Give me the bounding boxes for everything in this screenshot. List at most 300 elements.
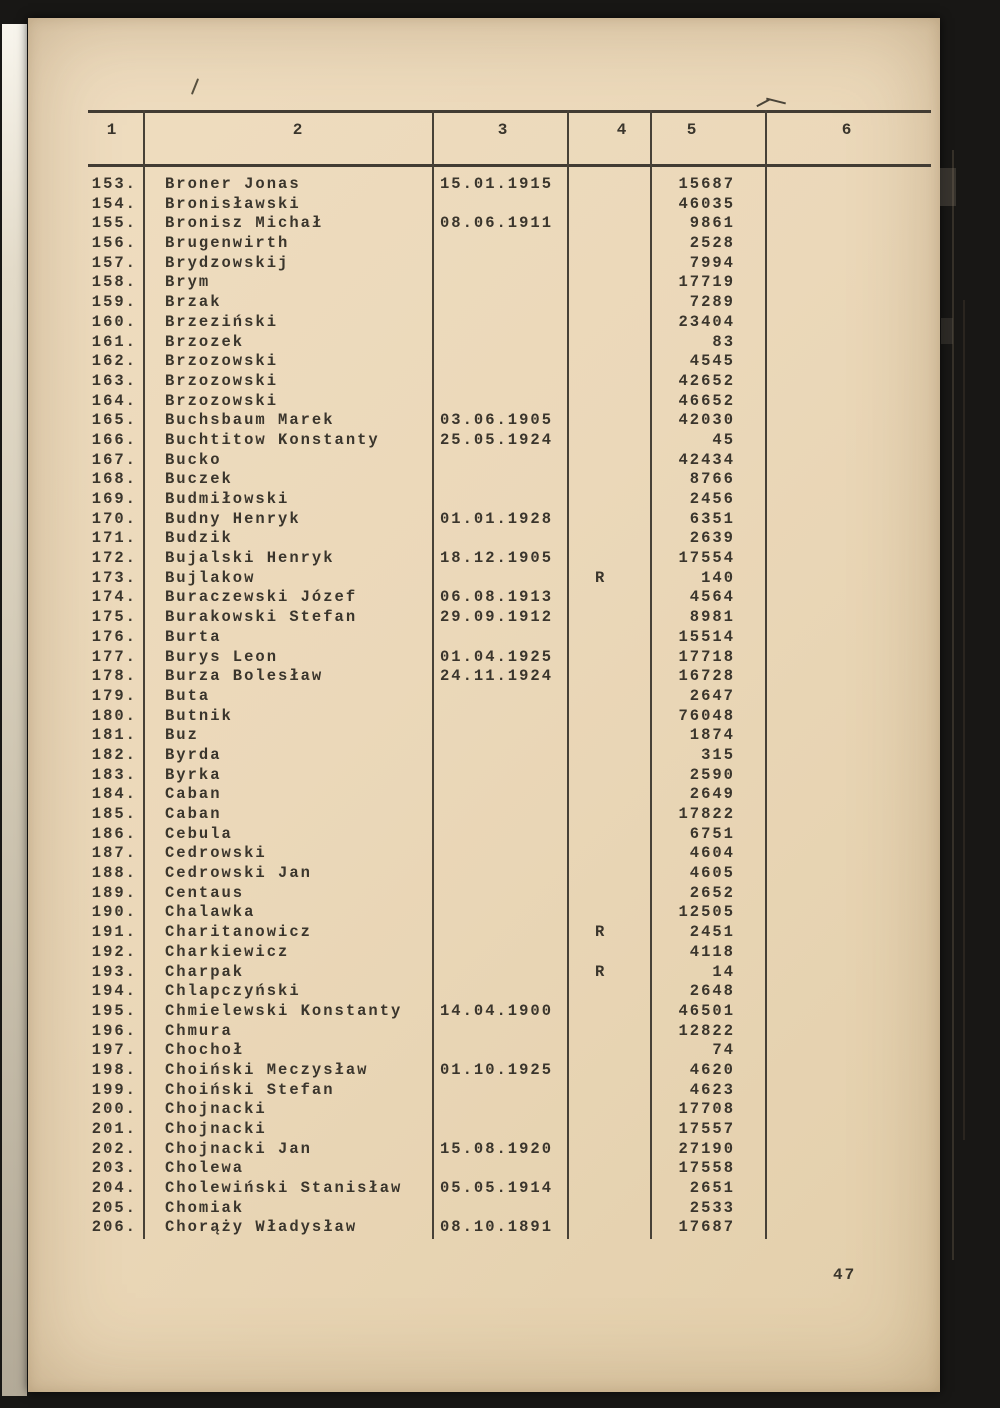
table-row (88, 372, 930, 392)
name-cell: Buchtitow Konstanty (165, 430, 380, 449)
empty-cell (765, 844, 930, 864)
table-body (88, 175, 930, 1238)
column-header-4: 4 (616, 121, 629, 139)
table-header-rule (88, 164, 931, 167)
birthdate-cell (432, 273, 567, 293)
name-cell: Cedrowski (165, 844, 267, 863)
row-number-cell: 166. (91, 430, 137, 449)
birthdate-cell (432, 1041, 567, 1061)
row-number-cell: 173. (91, 568, 137, 587)
column-header-1: 1 (106, 121, 119, 139)
empty-cell (765, 1100, 930, 1120)
id-number-cell: 8981 (689, 608, 735, 627)
name-cell: Broner Jonas (165, 175, 301, 193)
mark-cell (567, 785, 650, 805)
id-number-cell: 2528 (689, 234, 735, 253)
row-number-cell: 199. (91, 1080, 137, 1099)
birthdate-cell (432, 746, 567, 766)
birthdate-cell (432, 372, 567, 392)
row-number-cell: 193. (91, 962, 137, 981)
row-number-cell: 186. (91, 824, 137, 843)
stray-pen-mark (191, 78, 199, 95)
name-cell: Budzik (165, 529, 233, 548)
table-row (88, 392, 930, 412)
empty-cell (765, 569, 930, 589)
empty-cell (765, 352, 930, 372)
mark-cell (567, 707, 650, 727)
name-cell: Centaus (165, 883, 245, 902)
table-row (88, 273, 930, 293)
mark-cell (567, 214, 650, 234)
empty-cell (765, 1120, 930, 1140)
empty-cell (765, 529, 930, 549)
empty-cell (765, 1179, 930, 1199)
empty-cell (765, 273, 930, 293)
mark-cell (567, 1002, 650, 1022)
name-cell: Chojnacki (165, 1100, 267, 1119)
row-number-cell: 194. (91, 982, 137, 1001)
birthdate-cell (432, 628, 567, 648)
table-row (88, 411, 930, 431)
mark-cell (567, 549, 650, 569)
empty-cell (765, 707, 930, 727)
row-number-cell: 168. (91, 470, 137, 489)
name-cell: Cedrowski Jan (165, 864, 312, 883)
mark-cell: R (595, 568, 607, 587)
row-number-cell: 167. (91, 450, 137, 469)
birthdate-cell (432, 1081, 567, 1101)
mark-cell (567, 1022, 650, 1042)
table-row (88, 293, 930, 313)
row-number-cell: 205. (91, 1198, 137, 1217)
table-row (88, 1100, 930, 1120)
table-row (88, 175, 930, 195)
mark-cell (567, 1218, 650, 1238)
birthdate-cell (432, 884, 567, 904)
id-number-cell: 8766 (689, 470, 735, 489)
empty-cell (765, 785, 930, 805)
name-cell: Chochoł (165, 1041, 245, 1060)
table-row (88, 608, 930, 628)
empty-cell (765, 687, 930, 707)
table-row (88, 214, 930, 234)
column-header-3: 3 (497, 121, 510, 139)
empty-cell (765, 825, 930, 845)
name-cell: Brzozowski (165, 371, 279, 390)
mark-cell (567, 234, 650, 254)
row-number-cell: 201. (91, 1120, 137, 1138)
name-cell: Brzeziński (165, 312, 279, 331)
table-row (88, 766, 930, 786)
row-number-cell: 191. (91, 923, 137, 942)
id-number-cell: 17687 (678, 1218, 735, 1237)
mark-cell (567, 805, 650, 825)
table-row (88, 825, 930, 845)
name-cell: Burza Bolesław (165, 667, 324, 686)
empty-cell (765, 372, 930, 392)
mark-cell (567, 1100, 650, 1120)
id-number-cell: 12505 (678, 903, 735, 922)
mark-cell: R (595, 923, 607, 942)
name-cell: Brzozowski (165, 352, 279, 371)
mark-cell (567, 1140, 650, 1160)
row-number-cell: 177. (91, 647, 137, 666)
row-number-cell: 203. (91, 1159, 137, 1178)
table-row (88, 648, 930, 668)
name-cell: Brydzowskij (165, 253, 290, 272)
row-number-cell: 181. (91, 726, 137, 745)
name-cell: Brugenwirth (165, 234, 290, 253)
birthdate-cell: 01.10.1925 (440, 1060, 554, 1079)
empty-cell (765, 431, 930, 451)
birthdate-cell (432, 726, 567, 746)
row-number-cell: 171. (91, 529, 137, 548)
empty-cell (765, 313, 930, 333)
row-number-cell: 185. (91, 805, 137, 823)
mark-cell (567, 490, 650, 510)
table-header-row (88, 121, 930, 139)
table-row (88, 864, 930, 884)
empty-cell (765, 549, 930, 569)
row-number-cell: 162. (91, 352, 137, 371)
table-row (88, 963, 930, 983)
mark-cell (567, 648, 650, 668)
id-number-cell: 2456 (689, 490, 735, 508)
table-row (88, 1159, 930, 1179)
mark-cell (567, 372, 650, 392)
birthdate-cell (432, 943, 567, 963)
name-cell: Bronisz Michał (165, 214, 324, 233)
birthdate-cell (432, 963, 567, 983)
id-number-cell: 17708 (678, 1100, 735, 1119)
row-number-cell: 196. (91, 1021, 137, 1040)
row-number-cell: 175. (91, 608, 137, 627)
mark-cell (567, 1199, 650, 1219)
name-cell: Byrka (165, 765, 222, 784)
id-number-cell: 17822 (678, 805, 735, 823)
book-left-page-edge (2, 24, 27, 1396)
mark-cell (567, 667, 650, 687)
row-number-cell: 183. (91, 765, 137, 784)
birthdate-cell: 14.04.1900 (440, 1001, 554, 1020)
birthdate-cell: 01.04.1925 (440, 647, 554, 666)
name-cell: Chomiak (165, 1198, 245, 1217)
mark-cell (567, 588, 650, 608)
row-number-cell: 182. (91, 745, 137, 764)
empty-cell (765, 470, 930, 490)
mark-cell (567, 313, 650, 333)
id-number-cell: 17558 (678, 1159, 735, 1178)
id-number-cell: 12822 (678, 1021, 735, 1040)
page-edge-highlight (940, 168, 956, 206)
id-number-cell: 9861 (689, 214, 735, 233)
name-cell: Byrda (165, 745, 222, 764)
table-row (88, 352, 930, 372)
birthdate-cell: 18.12.1905 (440, 549, 554, 568)
id-number-cell: 46035 (678, 194, 735, 213)
id-number-cell: 2451 (689, 923, 735, 942)
empty-cell (765, 490, 930, 510)
id-number-cell: 27190 (678, 1139, 735, 1158)
table-row (88, 1120, 930, 1140)
name-cell: Charpak (165, 962, 245, 981)
id-number-cell: 4620 (689, 1060, 735, 1079)
empty-cell (765, 1061, 930, 1081)
empty-cell (765, 805, 930, 825)
birthdate-cell (432, 923, 567, 943)
birthdate-cell (432, 825, 567, 845)
row-number-cell: 190. (91, 903, 137, 922)
birthdate-cell: 08.10.1891 (440, 1218, 554, 1237)
table-row (88, 470, 930, 490)
row-number-cell: 172. (91, 549, 137, 568)
birthdate-cell: 05.05.1914 (440, 1179, 554, 1198)
mark-cell (567, 864, 650, 884)
mark-cell (567, 628, 650, 648)
table-top-rule (88, 110, 931, 113)
row-number-cell: 169. (91, 490, 137, 508)
table-row (88, 333, 930, 353)
birthdate-cell (432, 805, 567, 825)
document-page (28, 18, 940, 1392)
name-cell: Brzozek (165, 332, 245, 351)
empty-cell (765, 726, 930, 746)
table-row (88, 1140, 930, 1160)
table-row (88, 1199, 930, 1219)
row-number-cell: 154. (91, 194, 137, 213)
id-number-cell: 15687 (678, 175, 735, 193)
column-header-6: 6 (841, 121, 854, 139)
empty-cell (765, 648, 930, 668)
name-cell: Chlapczyński (165, 982, 301, 1001)
id-number-cell: 2639 (689, 529, 735, 548)
table-row (88, 667, 930, 687)
id-number-cell: 76048 (678, 706, 735, 725)
id-number-cell: 42652 (678, 371, 735, 390)
table-row (88, 431, 930, 451)
name-cell: Bronisławski (165, 194, 301, 213)
mark-cell (567, 529, 650, 549)
name-cell: Budny Henryk (165, 509, 301, 528)
id-number-cell: 7289 (689, 293, 735, 312)
birthdate-cell (432, 313, 567, 333)
row-number-cell: 198. (91, 1060, 137, 1079)
birthdate-cell (432, 293, 567, 313)
table-row (88, 490, 930, 510)
page-edge-highlight (941, 318, 953, 344)
empty-cell (765, 1002, 930, 1022)
mark-cell (567, 431, 650, 451)
name-cell: Choiński Meczysław (165, 1060, 369, 1079)
empty-cell (765, 923, 930, 943)
name-cell: Chojnacki (165, 1120, 267, 1138)
mark-cell (567, 352, 650, 372)
table-row (88, 1041, 930, 1061)
birthdate-cell (432, 903, 567, 923)
birthdate-cell: 25.05.1924 (440, 430, 554, 449)
birthdate-cell (432, 529, 567, 549)
id-number-cell: 74 (712, 1041, 735, 1060)
book-right-page-edge (963, 300, 965, 1140)
empty-cell (765, 510, 930, 530)
mark-cell (567, 411, 650, 431)
mark-cell (567, 726, 650, 746)
table-row (88, 529, 930, 549)
table-row (88, 903, 930, 923)
id-number-cell: 17718 (678, 647, 735, 666)
row-number-cell: 165. (91, 411, 137, 430)
birthdate-cell (432, 392, 567, 412)
id-number-cell: 14 (712, 962, 735, 981)
check-mark (766, 98, 786, 105)
name-cell: Charitanowicz (165, 923, 312, 942)
mark-cell (567, 903, 650, 923)
name-cell: Brzozowski (165, 391, 279, 410)
empty-cell (765, 293, 930, 313)
row-number-cell: 157. (91, 253, 137, 272)
row-number-cell: 192. (91, 942, 137, 961)
row-number-cell: 155. (91, 214, 137, 233)
name-cell: Burta (165, 627, 222, 646)
mark-cell: R (595, 962, 607, 981)
birthdate-cell: 15.08.1920 (440, 1139, 554, 1158)
id-number-cell: 4605 (689, 864, 735, 883)
birthdate-cell (432, 766, 567, 786)
table-row (88, 687, 930, 707)
id-number-cell: 17719 (678, 273, 735, 292)
name-cell: Brzak (165, 293, 222, 312)
row-number-cell: 179. (91, 686, 137, 705)
name-cell: Choiński Stefan (165, 1080, 335, 1099)
birthdate-cell (432, 1100, 567, 1120)
table-row (88, 785, 930, 805)
id-number-cell: 2533 (689, 1198, 735, 1217)
id-number-cell: 46501 (678, 1001, 735, 1020)
name-cell: Chmura (165, 1021, 233, 1040)
table-row (88, 234, 930, 254)
table-row (88, 726, 930, 746)
id-number-cell: 4604 (689, 844, 735, 863)
id-number-cell: 6751 (689, 824, 735, 843)
name-cell: Chorąży Władysław (165, 1218, 358, 1237)
id-number-cell: 42434 (678, 450, 735, 469)
mark-cell (567, 333, 650, 353)
row-number-cell: 176. (91, 627, 137, 646)
row-number-cell: 184. (91, 785, 137, 804)
table-row (88, 805, 930, 825)
id-number-cell: 2651 (689, 1179, 735, 1198)
id-number-cell: 17557 (678, 1120, 735, 1138)
name-cell: Buz (165, 726, 199, 745)
table-row (88, 1179, 930, 1199)
row-number-cell: 164. (91, 391, 137, 410)
table-row (88, 510, 930, 530)
birthdate-cell (432, 490, 567, 510)
table-row (88, 569, 930, 589)
table-row (88, 1081, 930, 1101)
name-cell: Cholewiński Stanisław (165, 1179, 403, 1198)
name-cell: Caban (165, 785, 222, 804)
empty-cell (765, 608, 930, 628)
id-number-cell: 46652 (678, 391, 735, 410)
mark-cell (567, 1159, 650, 1179)
name-cell: Cebula (165, 824, 233, 843)
mark-cell (567, 195, 650, 215)
row-number-cell: 178. (91, 667, 137, 686)
table-row (88, 549, 930, 569)
mark-cell (567, 844, 650, 864)
birthdate-cell: 08.06.1911 (440, 214, 554, 233)
table-row (88, 1061, 930, 1081)
empty-cell (765, 175, 930, 195)
birthdate-cell (432, 1159, 567, 1179)
birthdate-cell (432, 234, 567, 254)
table-row (88, 923, 930, 943)
empty-cell (765, 667, 930, 687)
table-row (88, 254, 930, 274)
birthdate-cell: 29.09.1912 (440, 608, 554, 627)
row-number-cell: 156. (91, 234, 137, 253)
mark-cell (567, 175, 650, 195)
birthdate-cell (432, 1022, 567, 1042)
id-number-cell: 315 (701, 745, 735, 764)
table-row (88, 588, 930, 608)
table-row (88, 746, 930, 766)
empty-cell (765, 864, 930, 884)
row-number-cell: 187. (91, 844, 137, 863)
empty-cell (765, 234, 930, 254)
id-number-cell: 15514 (678, 627, 735, 646)
mark-cell (567, 608, 650, 628)
row-number-cell: 204. (91, 1179, 137, 1198)
birthdate-cell (432, 687, 567, 707)
birthdate-cell: 06.08.1913 (440, 588, 554, 607)
name-cell: Burakowski Stefan (165, 608, 358, 627)
id-number-cell: 7994 (689, 253, 735, 272)
mark-cell (567, 1179, 650, 1199)
birthdate-cell (432, 451, 567, 471)
table-row (88, 451, 930, 471)
empty-cell (765, 254, 930, 274)
empty-cell (765, 333, 930, 353)
empty-cell (765, 628, 930, 648)
empty-cell (765, 982, 930, 1002)
birthdate-cell (432, 470, 567, 490)
column-header-2: 2 (292, 121, 305, 139)
table-row (88, 628, 930, 648)
row-number-cell: 202. (91, 1139, 137, 1158)
table-row (88, 1022, 930, 1042)
table-row (88, 313, 930, 333)
name-cell: Chojnacki Jan (165, 1139, 312, 1158)
mark-cell (567, 1061, 650, 1081)
birthdate-cell (432, 707, 567, 727)
mark-cell (567, 884, 650, 904)
row-number-cell: 153. (91, 175, 137, 193)
empty-cell (765, 214, 930, 234)
empty-cell (765, 1159, 930, 1179)
empty-cell (765, 588, 930, 608)
row-number-cell: 159. (91, 293, 137, 312)
row-number-cell: 174. (91, 588, 137, 607)
row-number-cell: 161. (91, 332, 137, 351)
table-row (88, 884, 930, 904)
table-row (88, 707, 930, 727)
id-number-cell: 4545 (689, 352, 735, 371)
name-cell: Butnik (165, 706, 233, 725)
birthdate-cell (432, 864, 567, 884)
birthdate-cell (432, 785, 567, 805)
